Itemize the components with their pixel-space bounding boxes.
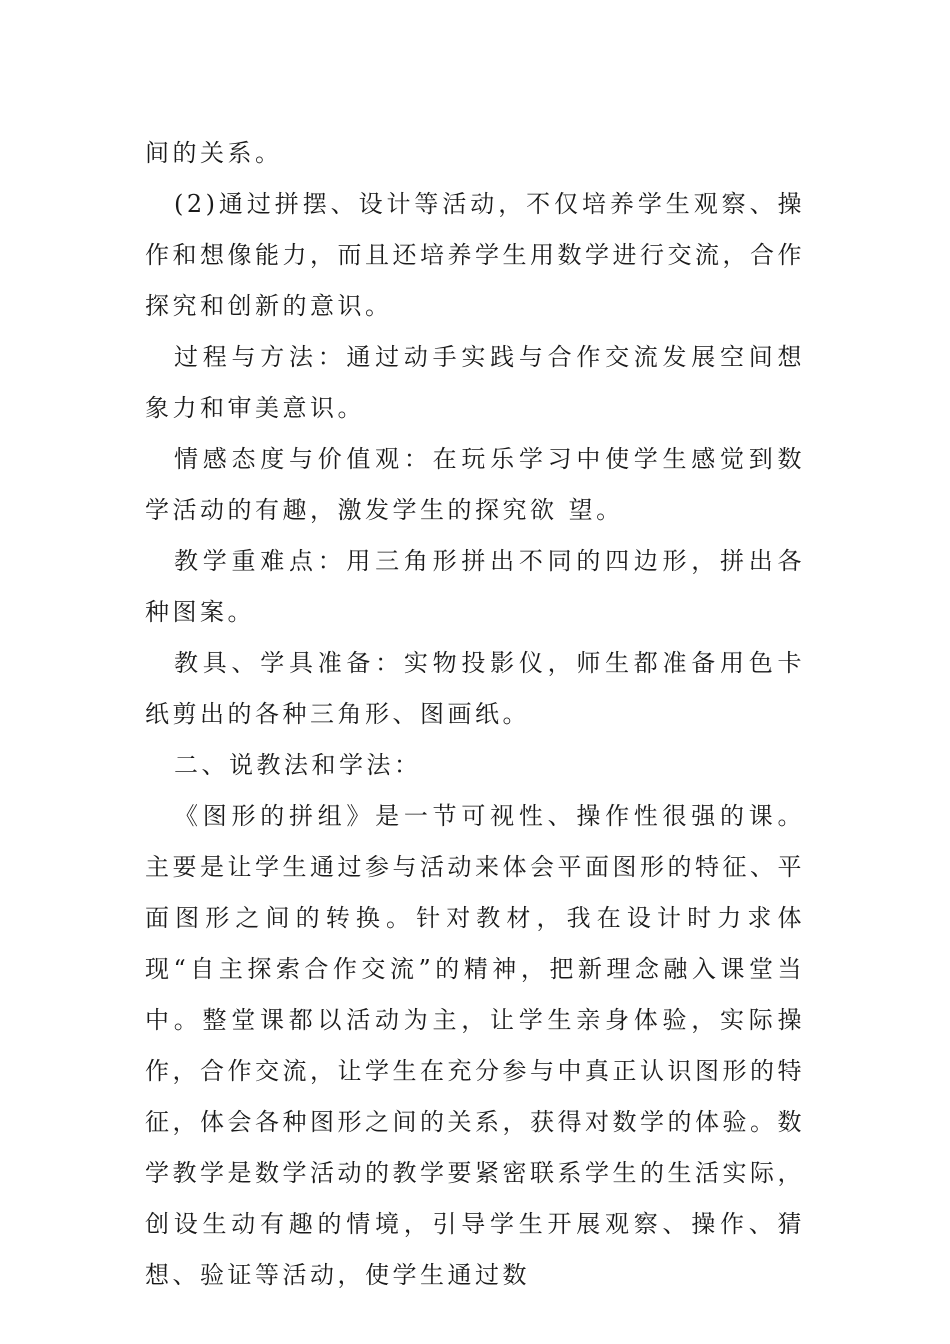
paragraph-objective-2: (2)通过拼摆、设计等活动，不仅培养学生观察、操作和想像能力，而且还培养学生用数学进行交流，合作探究和创新的意识。 <box>145 190 805 320</box>
paragraph-teaching-aids: 教具、学具准备：实物投影仪，师生都准备用色卡纸剪出的各种三角形、图画纸。 <box>145 649 805 728</box>
paragraph-key-difficulties: 教学重难点：用三角形拼出不同的四边形，拼出各种图案。 <box>145 547 805 626</box>
document-body <box>145 128 805 1301</box>
section-heading-methods: 二、说教法和学法： <box>174 751 422 779</box>
paragraph-methods-body: 《图形的拼组》是一节可视性、操作性很强的课。主要是让学生通过参与活动来体会平面图形的特征、平面图形之间的转换。针对教材，我在设计时力求体现“自主探索合作交流”的精神，把新理念融入课堂当中。整堂课都以活动为主，让学生亲身体验，实际操作，合作交流，让学生在充分参与中真正认识图形的特征，体会各种图形之间的关系，获得对数学的体验。数学教学是数学活动的教学要紧密联系学生的生活实际，创设生动有趣的情境，引导学生开展观察、操作、猜想、验证等活动，使学生通过数 <box>145 802 805 1289</box>
paragraph-process-method: 过程与方法：通过动手实践与合作交流发展空间想象力和审美意识。 <box>145 343 805 422</box>
paragraph-relation-end: 间的关系。 <box>145 139 283 167</box>
paragraph-emotion-values: 情感态度与价值观：在玩乐学习中使学生感觉到数学活动的有趣，激发学生的探究欲 望。 <box>145 445 805 524</box>
